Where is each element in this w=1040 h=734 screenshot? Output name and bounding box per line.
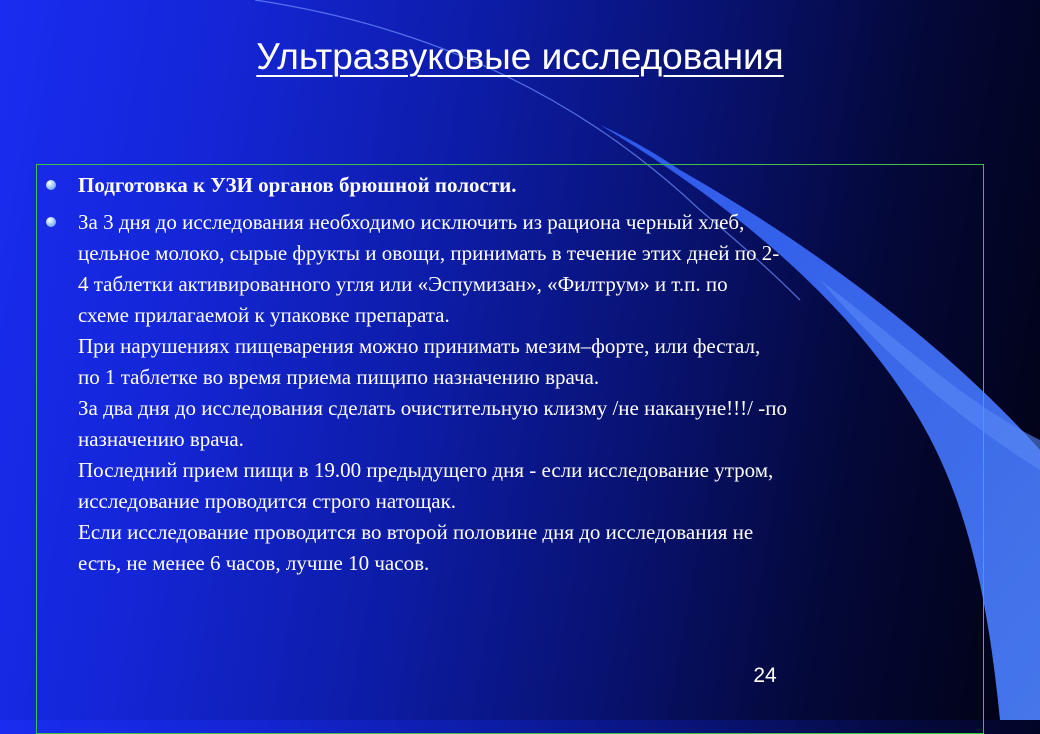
bullet-list: [44, 170, 979, 585]
body-line: есть, не менее 6 часов, лучше 10 часов.: [78, 551, 430, 575]
body-line: Если исследование проводится во второй половине дня до исследования не: [78, 520, 754, 544]
body-line: Последний прием пищи в 19.00 предыдущего дня - если исследование утром,: [78, 458, 774, 482]
bullet-icon: [46, 180, 56, 190]
body-line: За 3 дня до исследования необходимо исключить из рациона черный хлеб,: [78, 210, 745, 234]
slide-title: Ультразвуковые исследования: [256, 36, 784, 77]
page-number: 24: [753, 664, 777, 687]
list-item: [44, 170, 979, 201]
body-line: 4 таблетки активированного угля или «Эспумизан», «Филтрум» и т.п. по: [78, 272, 728, 296]
body-line: назначению врача.: [78, 427, 244, 451]
body-line: цельное молоко, сырые фрукты и овощи, принимать в течение этих дней по 2-: [78, 241, 780, 265]
body-line: исследование проводится строго натощак.: [78, 489, 457, 513]
bullet-icon: [46, 217, 56, 227]
bullet-heading: Подготовка к УЗИ органов брюшной полости.: [78, 173, 517, 197]
body-line: схеме прилагаемой к упаковке препарата.: [78, 303, 450, 327]
body-line: по 1 таблетке во время приема пищипо назначению врача.: [78, 365, 600, 389]
body-line: За два дня до исследования сделать очистительную клизму /не накануне!!!/ -по: [78, 396, 787, 420]
body-line: При нарушениях пищеварения можно принимать мезим–форте, или фестал,: [78, 334, 761, 358]
list-item: [44, 207, 979, 579]
